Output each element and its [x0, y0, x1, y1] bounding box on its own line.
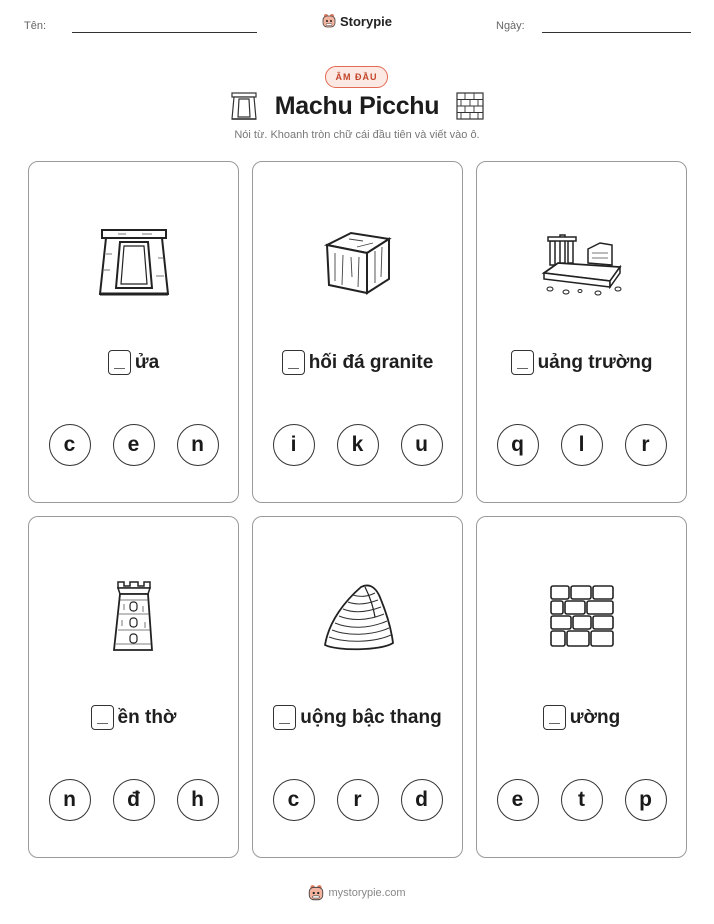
- word-card-4: [28, 516, 239, 858]
- topic-badge: ÂM ĐẦU: [325, 66, 388, 88]
- letter-choice[interactable]: l: [561, 424, 603, 466]
- granite-block-icon: [321, 227, 395, 297]
- letter-choice[interactable]: d: [401, 779, 443, 821]
- name-line[interactable]: [72, 32, 257, 33]
- card-picture: [477, 572, 686, 662]
- letter-choices: [477, 779, 686, 821]
- letter-choice[interactable]: h: [177, 779, 219, 821]
- letter-choice[interactable]: i: [273, 424, 315, 466]
- letter-choice[interactable]: n: [177, 424, 219, 466]
- card-picture: [253, 572, 462, 662]
- word-text: ửa: [134, 351, 160, 373]
- word-row: [253, 705, 462, 730]
- word-card-2: [252, 161, 463, 503]
- footer: [0, 884, 714, 902]
- date-line[interactable]: [542, 32, 691, 33]
- terraced-hill-icon: [321, 581, 395, 653]
- doorway-title-icon: [229, 90, 259, 122]
- name-label: Tên:: [24, 20, 47, 32]
- word-row: [29, 705, 238, 730]
- letter-box[interactable]: [543, 705, 566, 730]
- page-title: Machu Picchu: [274, 91, 440, 120]
- word-text: uảng trường: [537, 351, 653, 373]
- footer-url[interactable]: mystorypie.com: [328, 887, 406, 899]
- letter-choices: [253, 779, 462, 821]
- letter-choice[interactable]: k: [337, 424, 379, 466]
- brand-name: Storypie: [339, 13, 392, 29]
- instructions: Nói từ. Khoanh tròn chữ cái đầu tiên và viết vào ô.: [234, 129, 480, 141]
- storypie-logo-icon: [308, 884, 324, 902]
- letter-choices: [253, 424, 462, 466]
- word-row: [477, 350, 686, 375]
- letter-box[interactable]: [511, 350, 534, 375]
- word-card-6: [476, 516, 687, 858]
- stone-doorway-icon: [98, 224, 170, 300]
- word-card-1: [28, 161, 239, 503]
- letter-box[interactable]: [108, 350, 131, 375]
- card-picture: [477, 217, 686, 307]
- word-row: [477, 705, 686, 730]
- letter-choice[interactable]: t: [561, 779, 603, 821]
- brand: [0, 13, 714, 29]
- title-row: [0, 90, 714, 122]
- card-picture: [29, 572, 238, 662]
- letter-choice[interactable]: c: [273, 779, 315, 821]
- letter-choice[interactable]: đ: [113, 779, 155, 821]
- letter-choice[interactable]: r: [625, 424, 667, 466]
- letter-choices: [477, 424, 686, 466]
- letter-choices: [29, 779, 238, 821]
- letter-choice[interactable]: r: [337, 779, 379, 821]
- letter-box[interactable]: [273, 705, 296, 730]
- storypie-logo-icon: [322, 13, 336, 29]
- word-text: ường: [569, 706, 621, 728]
- letter-box[interactable]: [282, 350, 305, 375]
- word-row: [29, 350, 238, 375]
- letter-choice[interactable]: e: [497, 779, 539, 821]
- word-text: hối đá granite: [308, 351, 434, 373]
- card-picture: [29, 217, 238, 307]
- plaza-ruins-icon: [540, 227, 624, 297]
- letter-choice[interactable]: n: [49, 779, 91, 821]
- word-text: ền thờ: [117, 706, 177, 728]
- letter-choice[interactable]: u: [401, 424, 443, 466]
- letter-choices: [29, 424, 238, 466]
- card-picture: [253, 217, 462, 307]
- letter-choice[interactable]: e: [113, 424, 155, 466]
- word-row: [253, 350, 462, 375]
- stone-wall-icon: [547, 584, 617, 650]
- letter-choice[interactable]: q: [497, 424, 539, 466]
- word-card-3: [476, 161, 687, 503]
- wall-title-icon: [455, 91, 485, 121]
- letter-choice[interactable]: c: [49, 424, 91, 466]
- word-card-5: [252, 516, 463, 858]
- letter-box[interactable]: [91, 705, 114, 730]
- date-label: Ngày:: [496, 20, 525, 32]
- word-text: uộng bậc thang: [300, 706, 442, 728]
- temple-tower-icon: [108, 580, 160, 654]
- letter-choice[interactable]: p: [625, 779, 667, 821]
